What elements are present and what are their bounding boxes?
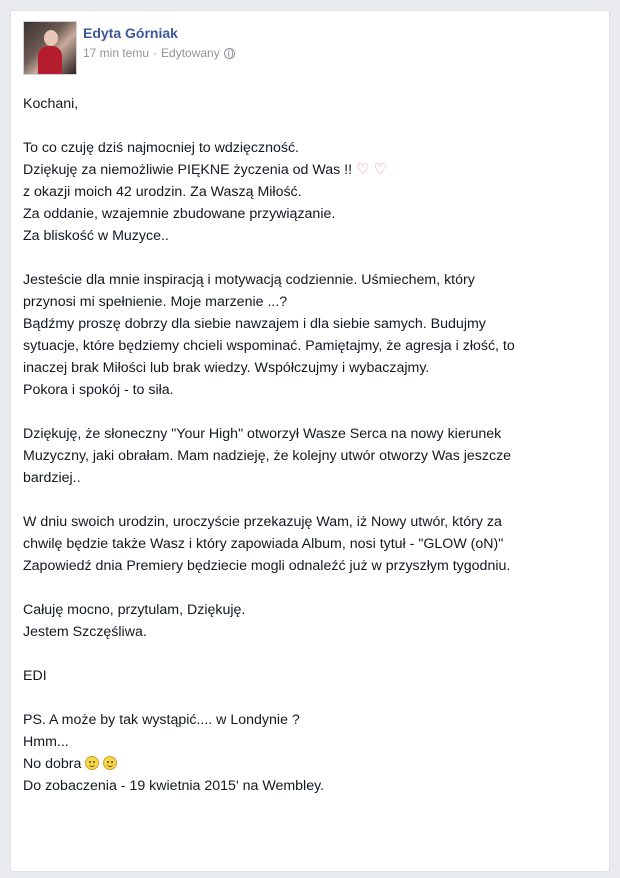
paragraph-gap [23,247,601,269]
post-text: Dziękuję, że słoneczny "Your High" otworzył Wasze Serca na nowy kierunek [23,426,502,442]
author-name[interactable]: Edyta Górniak [83,25,178,41]
post-text-line [23,335,601,357]
smile-icon [85,756,99,770]
post-text-line [23,203,601,225]
post-card [10,10,610,872]
post-text: przynosi mi spełnienie. Moje marzenie ...? [23,294,288,310]
post-text-line [23,313,601,335]
post-text: Całuję mocno, przytulam, Dziękuję. [23,602,246,618]
post-text: Kochani, [23,96,79,112]
post-text-line [23,379,601,401]
post-text: inaczej brak Miłości lub brak wiedzy. Współczujmy i wybaczajmy. [23,360,430,376]
paragraph-gap [23,687,601,709]
paragraph-gap [23,115,601,137]
post-text-line [23,181,601,203]
post-text-line [23,709,601,731]
post-text-line [23,357,601,379]
post-text: Jestem Szczęśliwa. [23,624,147,640]
author-avatar[interactable] [23,21,77,75]
post-text: sytuacje, które będziemy chcieli wspominać. Pamiętajmy, że agresja i złość, to [23,338,515,354]
paragraph-gap [23,401,601,423]
post-text-line [23,775,601,797]
post-text: To co czuję dziś najmocniej to wdzięczność. [23,140,299,156]
avatar-face [44,30,58,46]
post-text-line [23,423,601,445]
post-text-line [23,621,601,643]
post-text: Za bliskość w Muzyce.. [23,228,169,244]
paragraph-gap [23,489,601,511]
post-text: Dziękuję za niemożliwie PIĘKNE życzenia od Was !! [23,162,353,178]
smile-icon [103,756,117,770]
post-text: Hmm... [23,734,69,750]
post-text: Muzyczny, jaki obrałam. Mam nadzieję, że kolejny utwór otworzy Was jeszcze [23,448,512,464]
post-text-line [23,555,601,577]
post-text: Zapowiedź dnia Premiery będziecie mogli odnaleźć już w przyszłym tygodniu. [23,558,511,574]
avatar-figure [38,46,62,74]
post-text-line [23,731,601,753]
post-text-line [23,269,601,291]
post-text: EDI [23,668,47,684]
post-text-line [23,225,601,247]
post-text-line [23,445,601,467]
edited-label[interactable]: Edytowany [161,46,220,60]
post-text-line [23,511,601,533]
post-text: chwilę będzie także Wasz i który zapowiada Album, nosi tytuł - "GLOW (oN)" [23,536,504,552]
post-text-line [23,533,601,555]
post-text: Jesteście dla mnie inspiracją i motywacją codziennie. Uśmiechem, który [23,272,475,288]
paragraph-gap [23,643,601,665]
post-text-line [23,291,601,313]
post-body [23,93,601,797]
post-time[interactable]: 17 min temu [83,46,150,60]
paragraph-gap [23,577,601,599]
post-text-line [23,93,601,115]
post-text: PS. A może by tak wystąpić.... w Londynie ? [23,712,300,728]
globe-icon[interactable] [224,48,235,59]
post-meta [83,46,235,60]
post-text-line [23,137,601,159]
post-text: Bądźmy proszę dobrzy dla siebie nawzajem i dla siebie samych. Budujmy [23,316,486,332]
post-text-line [23,467,601,489]
post-text: No dobra [23,756,82,772]
post-text: Pokora i spokój - to siła. [23,382,174,398]
heart-icon: ♡ [356,161,370,178]
post-text: W dniu swoich urodzin, uroczyście przekazuję Wam, iż Nowy utwór, który za [23,514,502,530]
post-text: z okazji moich 42 urodzin. Za Waszą Miłość. [23,184,302,200]
post-text-line [23,753,601,775]
heart-icon: ♡ [373,161,387,178]
meta-separator: · [153,46,158,60]
post-text-line [23,599,601,621]
post-text-line [23,159,601,181]
post-text: Do zobaczenia - 19 kwietnia 2015' na Wembley. [23,778,325,794]
post-text: Za oddanie, wzajemnie zbudowane przywiązanie. [23,206,336,222]
post-text-line [23,665,601,687]
post-text: bardziej.. [23,470,81,486]
